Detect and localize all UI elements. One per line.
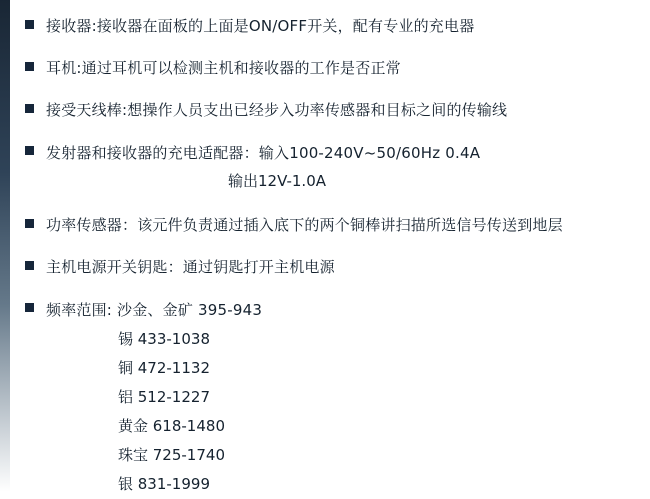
list-item-charger-adapter bbox=[16, 140, 634, 196]
list-item-text: 主机电源开关钥匙：通过钥匙打开主机电源 bbox=[46, 258, 335, 276]
list-item-text: 功率传感器：该元件负责通过插入底下的两个铜棒讲扫描所选信号传送到地层 bbox=[46, 216, 563, 234]
list-item-power-key bbox=[16, 255, 634, 280]
list-item-text: 接收器:接收器在面板的上面是ON/OFF开关，配有专业的充电器 bbox=[46, 17, 475, 35]
list-item-text: 耳机:通过耳机可以检测主机和接收器的工作是否正常 bbox=[46, 59, 401, 77]
frequency-row: 铝 512-1227 bbox=[118, 388, 210, 406]
decorative-edge-gradient bbox=[0, 0, 10, 492]
frequency-rows bbox=[46, 325, 262, 499]
list-item-power-sensor bbox=[16, 213, 634, 238]
list-item-frequency-range bbox=[16, 297, 634, 499]
frequency-row: 锡 433-1038 bbox=[118, 330, 210, 348]
charger-adapter-output-line: 输出12V-1.0A bbox=[228, 172, 326, 190]
charger-adapter-block bbox=[46, 140, 480, 196]
frequency-block bbox=[46, 297, 262, 499]
frequency-row: 银 831-1999 bbox=[118, 475, 210, 493]
list-item-text: 频率范围: 沙金、金矿 395-943 bbox=[46, 301, 263, 319]
bullet-square-icon bbox=[25, 219, 34, 228]
list-item-text: 接受天线棒:想操作人员支出已经步入功率传感器和目标之间的传输线 bbox=[46, 101, 508, 119]
bullet-square-icon bbox=[25, 62, 34, 71]
list-item-antenna-rod bbox=[16, 98, 634, 123]
bullet-square-icon bbox=[25, 303, 34, 312]
frequency-row: 黄金 618-1480 bbox=[118, 417, 225, 435]
frequency-row: 珠宝 725-1740 bbox=[118, 446, 225, 464]
bullet-square-icon bbox=[25, 146, 34, 155]
frequency-row: 铜 472-1132 bbox=[118, 359, 210, 377]
spec-list bbox=[16, 14, 634, 499]
bullet-square-icon bbox=[25, 20, 34, 29]
bullet-square-icon bbox=[25, 104, 34, 113]
bullet-square-icon bbox=[25, 261, 34, 270]
list-item-receiver bbox=[16, 14, 634, 39]
list-item-headphones bbox=[16, 56, 634, 81]
list-item-text: 发射器和接收器的充电适配器：输入100-240V~50/60Hz 0.4A bbox=[46, 144, 481, 162]
